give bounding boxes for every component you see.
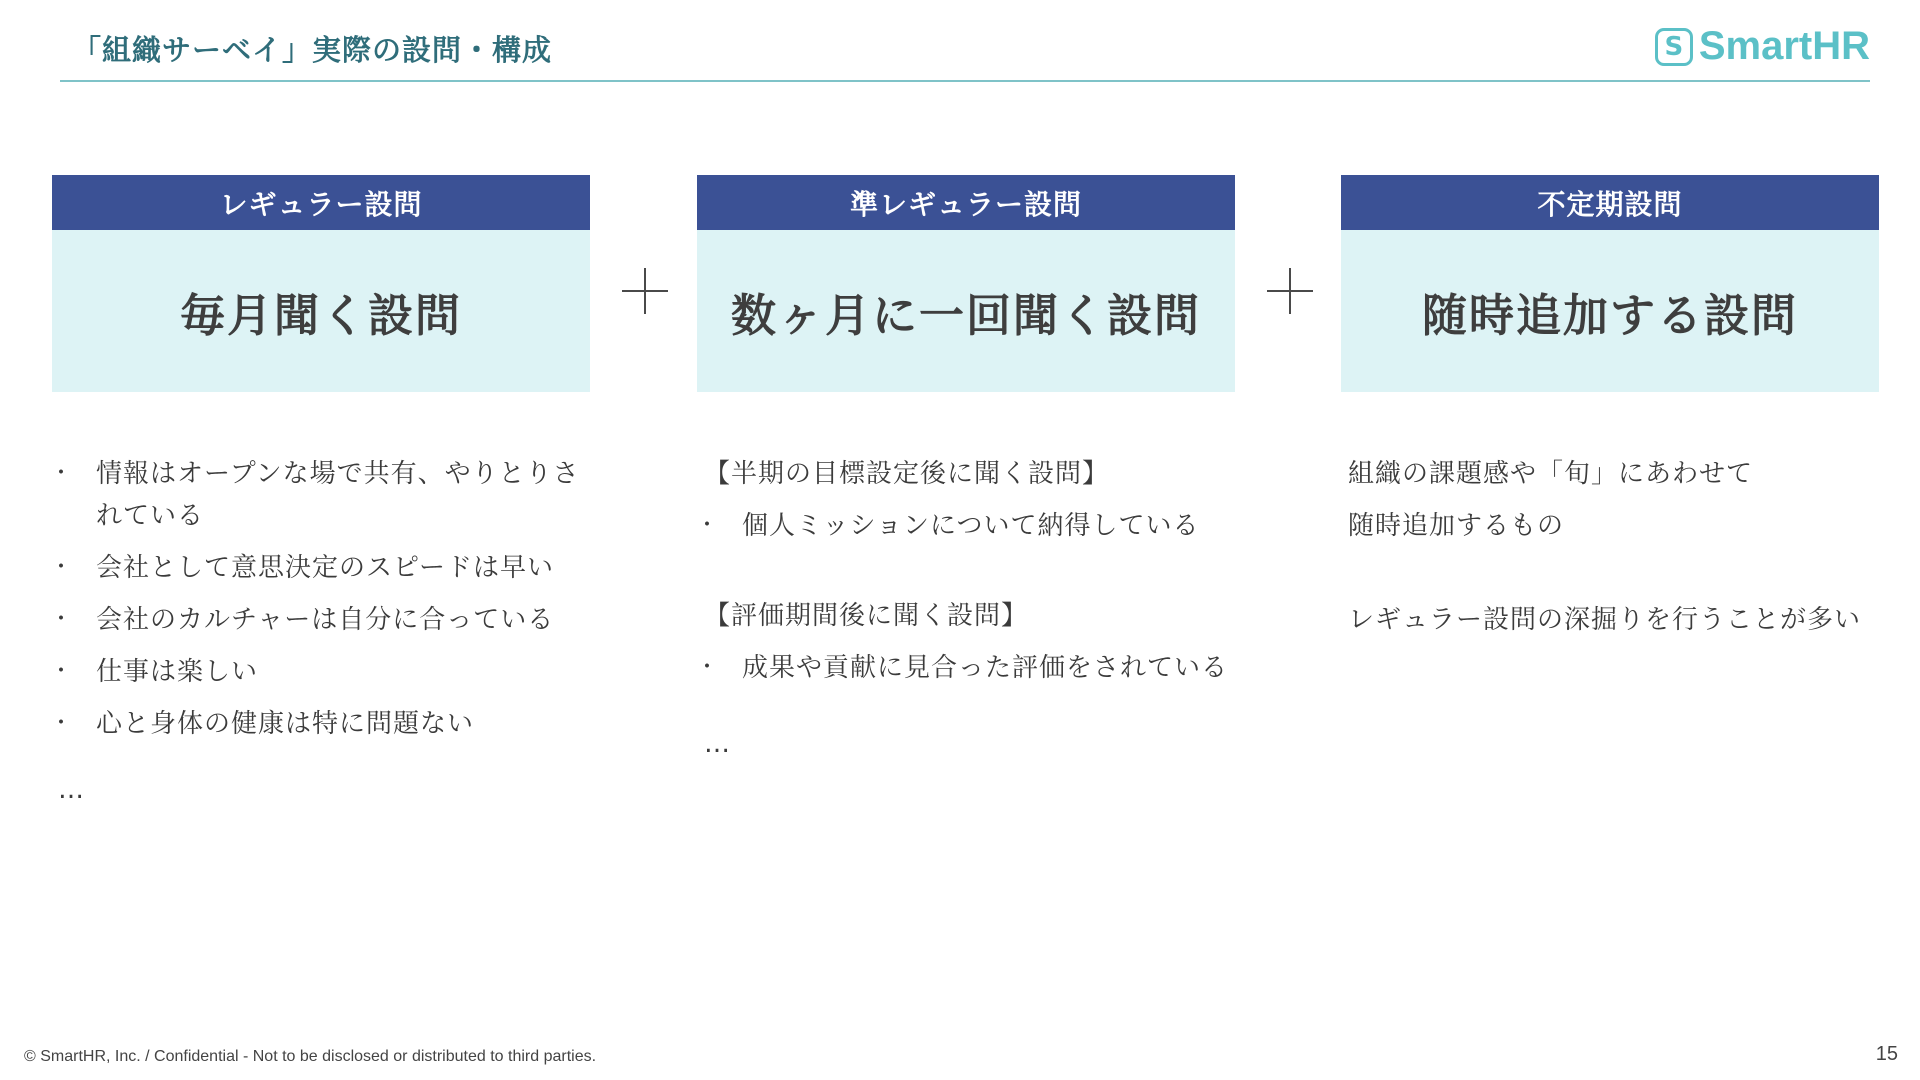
semi-regular-question-examples — [704, 453, 1304, 759]
logo-text: SmartHR — [1698, 24, 1870, 68]
semi-regular-question-header: 準レギュラー設問 — [697, 175, 1235, 230]
regular-question-main: 毎月聞く設問 — [52, 230, 590, 392]
irregular-question-box — [1341, 175, 1879, 392]
semi-regular-question-main: 数ヶ月に一回聞く設問 — [697, 230, 1235, 392]
regular-question-examples — [58, 453, 598, 805]
irregular-question-description — [1348, 453, 1908, 651]
regular-question-header: レギュラー設問 — [52, 175, 590, 230]
description-line: レギュラー設問の深掘りを行うことが多い — [1348, 605, 1862, 635]
description-line: 随時追加するもの — [1348, 511, 1565, 541]
plus-icon — [1267, 268, 1313, 314]
page-number: 15 — [1875, 1043, 1898, 1065]
regular-question-list — [58, 453, 598, 745]
section-title: 【評価期間後に聞く設問】 — [704, 601, 1029, 631]
header-divider — [60, 80, 1870, 82]
regular-question-box — [52, 175, 590, 392]
ellipsis: … — [704, 729, 732, 759]
list-item: ・ 心と身体の健康は特に問題ない — [58, 703, 598, 745]
copyright-footer: © SmartHR, Inc. / Confidential - Not to be disclosed or distributed to third parties. — [24, 1048, 597, 1065]
list-item: ・ 情報はオープンな場で共有、やりとりされている — [58, 453, 598, 537]
list-item: ・ 成果や貢献に見合った評価をされている — [704, 647, 1304, 689]
list-item: ・ 会社として意思決定のスピードは早い — [58, 547, 598, 589]
plus-icon — [622, 268, 668, 314]
semi-regular-question-list — [704, 505, 1304, 547]
description-line: 組織の課題感や「旬」にあわせて — [1348, 459, 1754, 489]
logo-mark: S — [1664, 31, 1684, 62]
smarthr-logo — [1655, 24, 1870, 69]
page-title: 「組織サーベイ」実際の設問・構成 — [72, 33, 553, 67]
irregular-question-header: 不定期設問 — [1341, 175, 1879, 230]
list-item: ・ 仕事は楽しい — [58, 651, 598, 693]
smarthr-logo-icon — [1655, 28, 1693, 66]
list-item: ・ 会社のカルチャーは自分に合っている — [58, 599, 598, 641]
section-title: 【半期の目標設定後に聞く設問】 — [704, 459, 1110, 489]
semi-regular-question-box — [697, 175, 1235, 392]
list-item: ・ 個人ミッションについて納得している — [704, 505, 1304, 547]
ellipsis: … — [58, 775, 86, 805]
semi-regular-question-list — [704, 647, 1304, 689]
irregular-question-main: 随時追加する設問 — [1341, 230, 1879, 392]
